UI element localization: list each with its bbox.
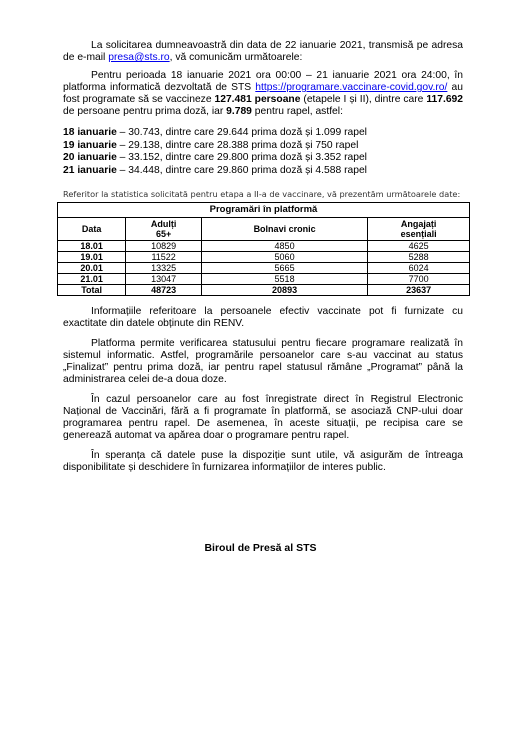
cell-chronic: 5518 [201, 274, 367, 285]
renv-paragraph: Informațiile referitoare la persoanele efectiv vaccinate pot fi furnizate cu exactitate din datele obținute din RENV. [63, 306, 463, 329]
registry-paragraph: În cazul persoanelor care au fost înregistrate direct în Registrul Electronic Național de Vaccinări, fără a fi programate în platformă, se asociază CNP-ului doar programarea pentru rapel. De asemenea, în aceste situații, pe recipisa care se generează automat va apărea doar o programare pentru rapel. [63, 394, 463, 441]
platform-url-link[interactable]: https://programare.vaccinare-covid.gov.ro/ [255, 82, 448, 93]
list-item [63, 127, 463, 140]
signature: Biroul de Presă al STS [204, 542, 317, 554]
col-header-date: Data [58, 218, 126, 241]
col-header-adults: Adulți 65+ [126, 218, 202, 241]
cell-adults: 13325 [126, 263, 202, 274]
list-item [63, 165, 463, 178]
cell-chronic: 4850 [201, 241, 367, 252]
document-body [63, 40, 463, 482]
period-text-4: de persoane pentru prima doză, iar [63, 106, 227, 117]
day-text: – 33.152, dintre care 29.800 prima doză și 3.352 rapel [116, 152, 367, 163]
cell-chronic: 5060 [201, 252, 367, 263]
col-header-essential: Angajați esențiali [368, 218, 470, 241]
cell-date: 19.01 [58, 252, 126, 263]
period-text-5: pentru rapel, astfel: [251, 106, 343, 117]
cell-essential: 5288 [368, 252, 470, 263]
cell-chronic: 5665 [201, 263, 367, 274]
cell-adults: 10829 [126, 241, 202, 252]
stats-note: Referitor la statistica solicitată pentru etapa a II-a de vaccinare, vă prezentăm următoarele date: [63, 189, 461, 199]
cell-adults: 13047 [126, 274, 202, 285]
table-total-row [58, 285, 470, 296]
first-dose-count: 117.692 [426, 94, 463, 105]
cell-total-adults: 48723 [126, 285, 202, 296]
table-row [58, 241, 470, 252]
table-row [58, 274, 470, 285]
cell-essential: 6024 [368, 263, 470, 274]
col-header-chronic: Bolnavi cronic [201, 218, 367, 241]
intro-paragraph [63, 40, 463, 64]
period-text: Pentru perioada 18 ianuarie 2021 ora 00:00 – 21 ianuarie 2021 ora 24:00, în platforma informatică dezvoltată de STS [63, 70, 463, 93]
intro-text: La solicitarea dumneavoastră din data de 22 ianuarie 2021, transmisă pe adresa de e-mail [63, 40, 463, 63]
period-text-3: (etapele I și II), dintre care [300, 94, 427, 105]
cell-total-chronic: 20893 [201, 285, 367, 296]
table-row [58, 263, 470, 274]
total-persons: 127.481 persoane [214, 94, 301, 105]
cell-essential: 7700 [368, 274, 470, 285]
intro-text-end: , vă comunicăm următoarele: [169, 52, 303, 63]
table-caption: Programări în platformă [58, 203, 470, 218]
schedule-table [57, 202, 470, 296]
cell-adults: 11522 [126, 252, 202, 263]
list-item [63, 140, 463, 153]
day-text: – 30.743, dintre care 29.644 prima doză și 1.099 rapel [116, 127, 367, 138]
day-text: – 34.448, dintre care 29.860 prima doză și 4.588 rapel [116, 164, 367, 176]
email-link[interactable]: presa@sts.ro [108, 52, 170, 63]
period-text-2: au fost programate să se vaccineze [63, 82, 463, 105]
booster-count: 9.789 [226, 106, 252, 117]
day-label: 18 ianuarie [63, 127, 117, 138]
table-row [58, 252, 470, 263]
day-label: 21 ianuarie [63, 164, 117, 176]
daily-list [63, 127, 463, 177]
cell-total-label: Total [58, 285, 126, 296]
period-paragraph [63, 70, 463, 118]
cell-total-essential: 23637 [368, 285, 470, 296]
cell-essential: 4625 [368, 241, 470, 252]
cell-date: 21.01 [58, 274, 126, 285]
cell-date: 18.01 [58, 241, 126, 252]
day-text: – 29.138, dintre care 28.388 prima doză și 750 rapel [116, 139, 359, 151]
list-item [63, 152, 463, 165]
status-paragraph: Platforma permite verificarea statusului pentru fiecare programare realizată în sistemul informatic. Astfel, programările persoanelor care s-au vaccinat au status „Finalizat” pentru prima doză, iar pentru rapel statusul rămâne „Programat” până la administrarea celei de-a doua doze. [63, 338, 463, 385]
day-label: 19 ianuarie [63, 139, 117, 151]
cell-date: 20.01 [58, 263, 126, 274]
info-section [63, 306, 463, 474]
day-label: 20 ianuarie [63, 152, 117, 163]
closing-paragraph: În speranța că datele puse la dispoziție sunt utile, vă asigurăm de întreaga disponibilitate și deschidere în furnizarea informațiilor de interes public. [63, 450, 463, 473]
